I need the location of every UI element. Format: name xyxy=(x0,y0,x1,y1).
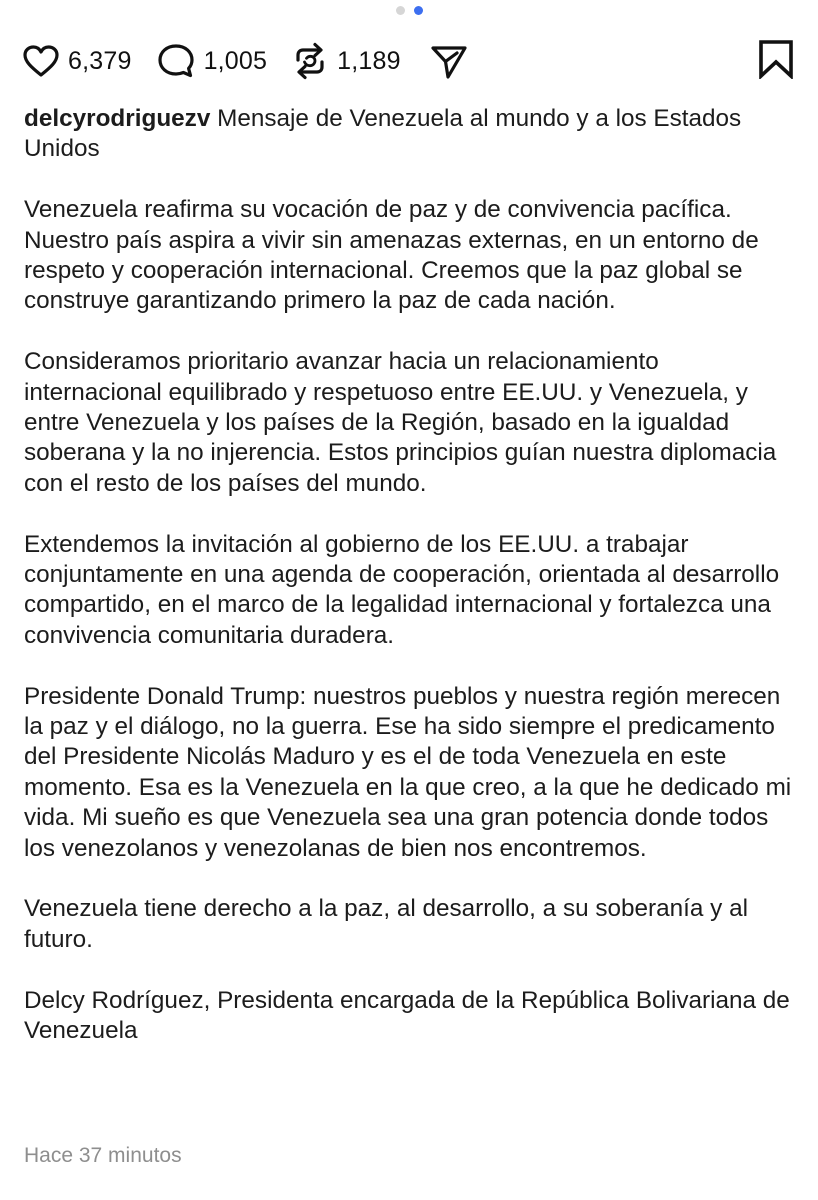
share-button[interactable] xyxy=(429,41,469,81)
carousel-dot[interactable] xyxy=(396,6,405,15)
bookmark-icon xyxy=(758,39,794,79)
post-paragraph: Extendemos la invitación al gobierno de los EE.UU. a trabajar conjuntamente en una agenda de cooperación, orientada al desarrollo compartido, en el marco de la legalidad internacional y fortalezca una convivencia comunitaria duradera. xyxy=(24,530,780,649)
post-paragraph: Presidente Donald Trump: nuestros pueblos y nuestra región merecen la paz y el diálogo, no la guerra. Ese ha sido siempre el predicamento del Presidente Nicolás Maduro y es el de toda Venezuela en este momento. Esa es la Venezuela en la que creo, a la que he dedicado mi vida. Mi sueño es que Venezuela sea una gran potencia donde todos los venezolanos y venezolanas de bien nos encontremos. xyxy=(24,682,792,862)
like-count: 6,379 xyxy=(68,46,132,75)
repost-button[interactable] xyxy=(291,41,401,81)
post-paragraph: Venezuela tiene derecho a la paz, al desarrollo, a su soberanía y al futuro. xyxy=(24,895,748,953)
post-paragraph: Consideramos prioritario avanzar hacia un relacionamiento internacional equilibrado y respetuoso entre EE.UU. y Venezuela, y entre Venezuela y los países de la Región, basado en la igualdad soberana y la no injerencia. Estos principios guían nuestra diplomacia con el resto de los países del mundo. xyxy=(24,348,777,497)
bookmark-button[interactable] xyxy=(758,39,794,84)
carousel-dot-active[interactable] xyxy=(414,6,423,15)
post-paragraph: Venezuela reafirma su vocación de paz y de convivencia pacífica. Nuestro país aspira a vivir sin amenazas externas, en un entorno de respeto y cooperación internacional. Creemos que la paz global se construye garantizando primero la paz de cada nación. xyxy=(24,196,759,315)
post-actions-bar xyxy=(22,38,796,84)
post-timestamp: Hace 37 minutos xyxy=(24,1144,182,1167)
post-caption xyxy=(24,104,799,1077)
like-button[interactable] xyxy=(22,44,132,78)
carousel-pager xyxy=(0,6,818,15)
post-header xyxy=(24,104,799,165)
post-title: Mensaje de Venezuela al mundo y a los Estados Unidos xyxy=(24,105,742,163)
share-icon xyxy=(429,41,469,81)
comment-button[interactable] xyxy=(156,42,268,80)
comment-icon xyxy=(156,42,196,80)
comment-count: 1,005 xyxy=(203,46,268,75)
post-username[interactable]: delcyrodriguezv xyxy=(24,105,211,132)
heart-icon xyxy=(22,44,60,78)
repost-icon xyxy=(291,41,329,81)
repost-count: 1,189 xyxy=(337,46,401,75)
post-signature: Delcy Rodríguez, Presidenta encargada de la República Bolivariana de Venezuela xyxy=(24,986,790,1045)
